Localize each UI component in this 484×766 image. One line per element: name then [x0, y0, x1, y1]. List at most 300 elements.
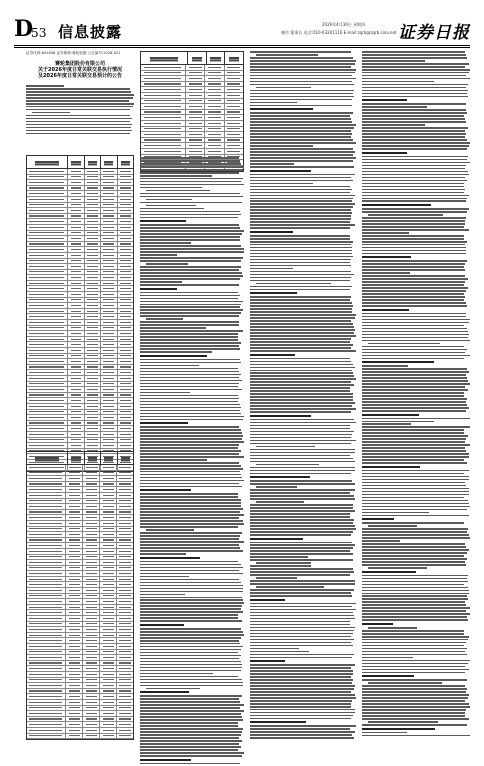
- text-line: [362, 380, 468, 382]
- table-cell: [85, 203, 101, 208]
- table-cell: [68, 376, 84, 381]
- table-cell: [141, 132, 186, 137]
- table-cell: [205, 110, 224, 115]
- table-cell: [141, 127, 186, 132]
- text-line: [140, 272, 242, 274]
- text-line: [362, 386, 465, 388]
- table-cell: [100, 622, 117, 627]
- table-cell: [225, 143, 243, 148]
- table-cell: [205, 99, 224, 104]
- table-cell: [83, 543, 100, 548]
- text-line: [250, 553, 353, 555]
- text-line: [140, 588, 243, 590]
- text-line: [256, 486, 297, 488]
- text-line: [140, 236, 240, 238]
- table-cell: [118, 236, 133, 241]
- text-line: [26, 100, 129, 102]
- table-cell: [117, 694, 133, 699]
- table-cell: [83, 549, 100, 554]
- text-line: [140, 432, 242, 434]
- text-line: [146, 205, 196, 207]
- text-line: [362, 238, 464, 240]
- table-cell: [85, 387, 101, 392]
- text-line: [250, 142, 356, 144]
- text-line: [362, 51, 465, 53]
- table-cell: [66, 616, 83, 621]
- table-cell: [85, 382, 101, 387]
- text-line: [146, 529, 194, 531]
- text-line: [362, 651, 465, 653]
- table-header-cell: [85, 156, 101, 168]
- text-line: [250, 338, 351, 340]
- text-line: [250, 731, 355, 733]
- text-line: [362, 54, 466, 56]
- table-cell: [27, 555, 66, 560]
- table-cell: [27, 471, 66, 476]
- table-cell: [118, 359, 133, 364]
- table-cell: [186, 110, 205, 115]
- table-cell: [83, 638, 100, 643]
- text-line: [250, 200, 352, 202]
- table-cell: [66, 476, 83, 481]
- subheading-line: [250, 170, 311, 172]
- text-line: [362, 96, 468, 98]
- table-cell: [100, 610, 117, 615]
- text-line: [250, 218, 351, 220]
- table-cell: [66, 471, 83, 476]
- table-cell: [68, 382, 84, 387]
- text-line: [362, 549, 469, 551]
- text-line: [362, 540, 400, 542]
- subheading-line: [362, 152, 407, 154]
- table-cell: [117, 706, 133, 711]
- text-line: [250, 317, 355, 319]
- text-line: [362, 522, 464, 524]
- table-cell: [101, 432, 117, 437]
- table-cell: [66, 515, 83, 520]
- table-cell: [117, 666, 133, 671]
- table-cell: [27, 203, 68, 208]
- table-cell: [118, 365, 133, 370]
- table-cell: [68, 309, 84, 314]
- text-line: [140, 579, 239, 581]
- text-line: [362, 515, 469, 517]
- table-cell: [27, 342, 68, 347]
- table-cell: [27, 410, 68, 415]
- text-line: [140, 453, 239, 455]
- text-line: [362, 316, 466, 318]
- text-line: [250, 688, 354, 690]
- text-line: [362, 421, 434, 423]
- table-cell: [27, 387, 68, 392]
- text-line: [250, 384, 354, 386]
- text-line: [362, 109, 466, 111]
- table-cell: [101, 298, 117, 303]
- text-line: [140, 371, 239, 373]
- text-line: [250, 381, 351, 383]
- subheading-line: [362, 204, 431, 206]
- table-cell: [68, 259, 84, 264]
- text-line: [146, 190, 210, 192]
- table-cell: [68, 203, 84, 208]
- table-cell: [100, 549, 117, 554]
- text-line: [250, 571, 354, 573]
- text-line: [250, 399, 353, 401]
- text-line: [140, 591, 243, 593]
- table-cell: [225, 104, 243, 109]
- table-cell: [100, 560, 117, 565]
- text-line: [140, 538, 239, 540]
- subheading-line: [250, 538, 303, 540]
- text-line: [362, 595, 467, 597]
- text-line: [140, 743, 239, 745]
- table-cell: [66, 594, 83, 599]
- text-line: [362, 139, 467, 141]
- text-line: [140, 269, 239, 271]
- table-cell: [66, 666, 83, 671]
- text-line: [362, 718, 469, 720]
- table-cell: [83, 493, 100, 498]
- text-line: [250, 606, 352, 608]
- text-line: [362, 509, 467, 511]
- text-line: [250, 274, 354, 276]
- table-cell: [118, 309, 133, 314]
- table-cell: [117, 661, 133, 666]
- table-cell: [68, 186, 84, 191]
- table-cell: [66, 599, 83, 604]
- text-line: [362, 429, 464, 431]
- table-cell: [27, 605, 66, 610]
- table-cell: [85, 398, 101, 403]
- text-line: [140, 628, 241, 630]
- text-line: [140, 594, 185, 596]
- table-cell: [117, 493, 133, 498]
- table-cell: [27, 376, 68, 381]
- table-cell: [186, 127, 205, 132]
- table-cell: [118, 337, 133, 342]
- table-cell: [85, 231, 101, 236]
- table-cell: [101, 376, 117, 381]
- text-line: [250, 550, 350, 552]
- text-line: [362, 482, 465, 484]
- table-cell: [27, 711, 66, 716]
- table-cell: [100, 555, 117, 560]
- table-cell: [27, 320, 68, 325]
- table-cell: [66, 521, 83, 526]
- text-line: [250, 734, 352, 736]
- text-line: [140, 230, 244, 232]
- table-cell: [83, 566, 100, 571]
- table-cell: [83, 471, 100, 476]
- text-line: [250, 402, 355, 404]
- text-line: [140, 217, 238, 219]
- text-line: [368, 682, 442, 684]
- table-cell: [101, 326, 117, 331]
- text-line: [140, 374, 241, 376]
- text-line: [362, 365, 408, 367]
- table-cell: [117, 594, 133, 599]
- text-line: [26, 124, 132, 126]
- table-cell: [68, 320, 84, 325]
- table-cell: [85, 264, 101, 269]
- text-line: [140, 380, 242, 382]
- text-line: [250, 498, 355, 500]
- text-line: [362, 432, 464, 434]
- text-line: [250, 335, 356, 337]
- text-line: [362, 441, 465, 443]
- text-line: [146, 318, 183, 320]
- table-cell: [83, 560, 100, 565]
- table-cell: [101, 286, 117, 291]
- table-cell: [68, 242, 84, 247]
- text-line: [140, 389, 242, 391]
- table-cell: [118, 393, 133, 398]
- text-line: [250, 595, 352, 597]
- text-line: [140, 617, 238, 619]
- text-line: [250, 112, 353, 114]
- text-line: [140, 450, 241, 452]
- text-line: [362, 558, 467, 560]
- text-line: [140, 526, 238, 528]
- table-cell: [101, 387, 117, 392]
- text-line: [140, 404, 240, 406]
- text-line: [140, 224, 239, 226]
- text-line: [140, 465, 241, 467]
- text-line: [140, 166, 244, 168]
- text-line: [140, 312, 241, 314]
- table-cell: [117, 678, 133, 683]
- text-line: [362, 604, 466, 606]
- text-line: [140, 695, 242, 697]
- table-cell: [117, 650, 133, 655]
- text-line: [140, 248, 244, 250]
- text-line: [362, 642, 466, 644]
- newspaper-logo: 证券日报: [398, 23, 470, 43]
- text-line: [250, 525, 355, 527]
- table-header: [141, 52, 243, 65]
- text-line: [140, 398, 239, 400]
- table-cell: [117, 627, 133, 632]
- column-3-text: [250, 51, 356, 740]
- text-line: [362, 459, 464, 461]
- text-line: [140, 157, 239, 159]
- table-header-cell: [225, 52, 243, 64]
- text-line: [140, 541, 244, 543]
- text-line: [140, 169, 243, 171]
- table-cell: [83, 521, 100, 526]
- text-line: [362, 546, 466, 548]
- table-cell: [141, 143, 186, 148]
- text-line: [140, 532, 242, 534]
- text-line: [140, 278, 240, 280]
- text-line: [362, 334, 469, 336]
- text-line: [362, 398, 467, 400]
- table-cell: [100, 717, 117, 722]
- table-cell: [68, 432, 84, 437]
- text-line: [140, 661, 241, 663]
- table-cell: [27, 219, 68, 224]
- table-cell: [101, 415, 117, 420]
- subheading-line: [362, 414, 419, 416]
- table-cell: [27, 650, 66, 655]
- table-cell: [117, 599, 133, 604]
- text-line: [362, 232, 409, 234]
- text-line: [250, 329, 355, 331]
- table-cell: [205, 76, 224, 81]
- table-cell: [118, 432, 133, 437]
- text-line: [362, 192, 464, 194]
- text-line: [140, 410, 240, 412]
- table-cell: [100, 694, 117, 699]
- table-cell: [100, 538, 117, 543]
- subheading-line: [140, 624, 184, 626]
- text-line: [362, 685, 465, 687]
- table-cell: [68, 197, 84, 202]
- table-cell: [68, 219, 84, 224]
- table-cell: [100, 465, 117, 470]
- table-cell: [85, 337, 101, 342]
- text-line: [362, 165, 466, 167]
- text-line: [362, 78, 470, 80]
- text-line: [250, 238, 350, 240]
- text-line: [140, 239, 240, 241]
- text-line: [250, 296, 351, 298]
- table-cell: [141, 93, 186, 98]
- table-cell: [85, 410, 101, 415]
- table-cell: [85, 225, 101, 230]
- text-line: [140, 605, 242, 607]
- table-cell: [68, 398, 84, 403]
- text-line: [362, 607, 470, 609]
- table-cell: [100, 627, 117, 632]
- table-cell: [68, 303, 84, 308]
- text-line: [250, 341, 350, 343]
- text-line: [250, 697, 356, 699]
- text-line: [362, 601, 465, 603]
- text-line: [250, 419, 354, 421]
- text-line: [140, 573, 243, 575]
- text-line: [140, 722, 238, 724]
- table-cell: [225, 115, 243, 120]
- text-line: [362, 537, 470, 539]
- related-transactions-table-1: [26, 155, 134, 472]
- text-line: [250, 621, 350, 623]
- table-cell: [186, 138, 205, 143]
- text-line: [140, 643, 240, 645]
- table-cell: [100, 633, 117, 638]
- text-line: [140, 386, 238, 388]
- section-letter: D: [14, 16, 34, 42]
- table-cell: [83, 655, 100, 660]
- table-cell: [27, 627, 66, 632]
- table-cell: [66, 487, 83, 492]
- table-cell: [27, 175, 68, 180]
- text-line: [140, 731, 242, 733]
- table-header-cell: [101, 452, 117, 464]
- text-line: [362, 709, 466, 711]
- text-line: [140, 245, 241, 247]
- table-cell: [101, 214, 117, 219]
- text-line: [250, 136, 351, 138]
- table-cell: [141, 76, 186, 81]
- text-line: [250, 636, 351, 638]
- table-row: [27, 734, 133, 740]
- text-line: [140, 301, 243, 303]
- text-line: [362, 145, 469, 147]
- text-line: [26, 106, 133, 108]
- table-cell: [85, 320, 101, 325]
- table-cell: [117, 482, 133, 487]
- table-cell: [117, 683, 133, 688]
- table-cell: [118, 219, 133, 224]
- table-cell: [205, 138, 224, 143]
- text-line: [32, 112, 70, 114]
- table-cell: [117, 577, 133, 582]
- text-line: [362, 462, 467, 464]
- table-cell: [85, 359, 101, 364]
- text-line: [250, 425, 350, 427]
- text-line: [250, 375, 354, 377]
- table-cell: [27, 594, 66, 599]
- table-cell: [118, 298, 133, 303]
- table-cell: [68, 331, 84, 336]
- text-line: [362, 503, 469, 505]
- table-cell: [225, 99, 243, 104]
- text-line: [250, 568, 353, 570]
- table-cell: [118, 264, 133, 269]
- text-line: [250, 694, 355, 696]
- text-line: [146, 263, 188, 265]
- table-cell: [118, 259, 133, 264]
- text-line: [362, 325, 464, 327]
- table-cell: [100, 487, 117, 492]
- text-line: [140, 597, 242, 599]
- table-cell: [118, 314, 133, 319]
- table-cell: [117, 700, 133, 705]
- masthead-rule-thin: [14, 47, 470, 48]
- text-line: [140, 496, 238, 498]
- text-line: [362, 456, 469, 458]
- text-line: [362, 657, 413, 659]
- text-line: [250, 84, 354, 86]
- subheading-line: [140, 220, 186, 222]
- table-cell: [85, 443, 101, 448]
- text-line: [250, 361, 351, 363]
- intro-text: [26, 85, 134, 136]
- text-line: [250, 703, 351, 705]
- text-line: [250, 492, 350, 494]
- table-cell: [83, 666, 100, 671]
- table-cell: [27, 476, 66, 481]
- text-line: [250, 603, 356, 605]
- text-line: [140, 749, 238, 751]
- table-cell: [27, 197, 68, 202]
- table-cell: [83, 610, 100, 615]
- table-cell: [101, 421, 117, 426]
- table-cell: [68, 443, 84, 448]
- table-cell: [100, 689, 117, 694]
- table-cell: [117, 465, 133, 470]
- table-cell: [66, 622, 83, 627]
- table-header-cell: [118, 156, 133, 168]
- text-line: [140, 704, 244, 706]
- table-cell: [83, 672, 100, 677]
- text-line: [140, 582, 241, 584]
- text-line: [140, 486, 242, 488]
- text-line: [250, 130, 351, 132]
- table-cell: [27, 275, 68, 280]
- editor-contact: 制作:董事长 电话:010-63201116 E-mail:zqrb@zqrb.sina.net: [281, 30, 397, 35]
